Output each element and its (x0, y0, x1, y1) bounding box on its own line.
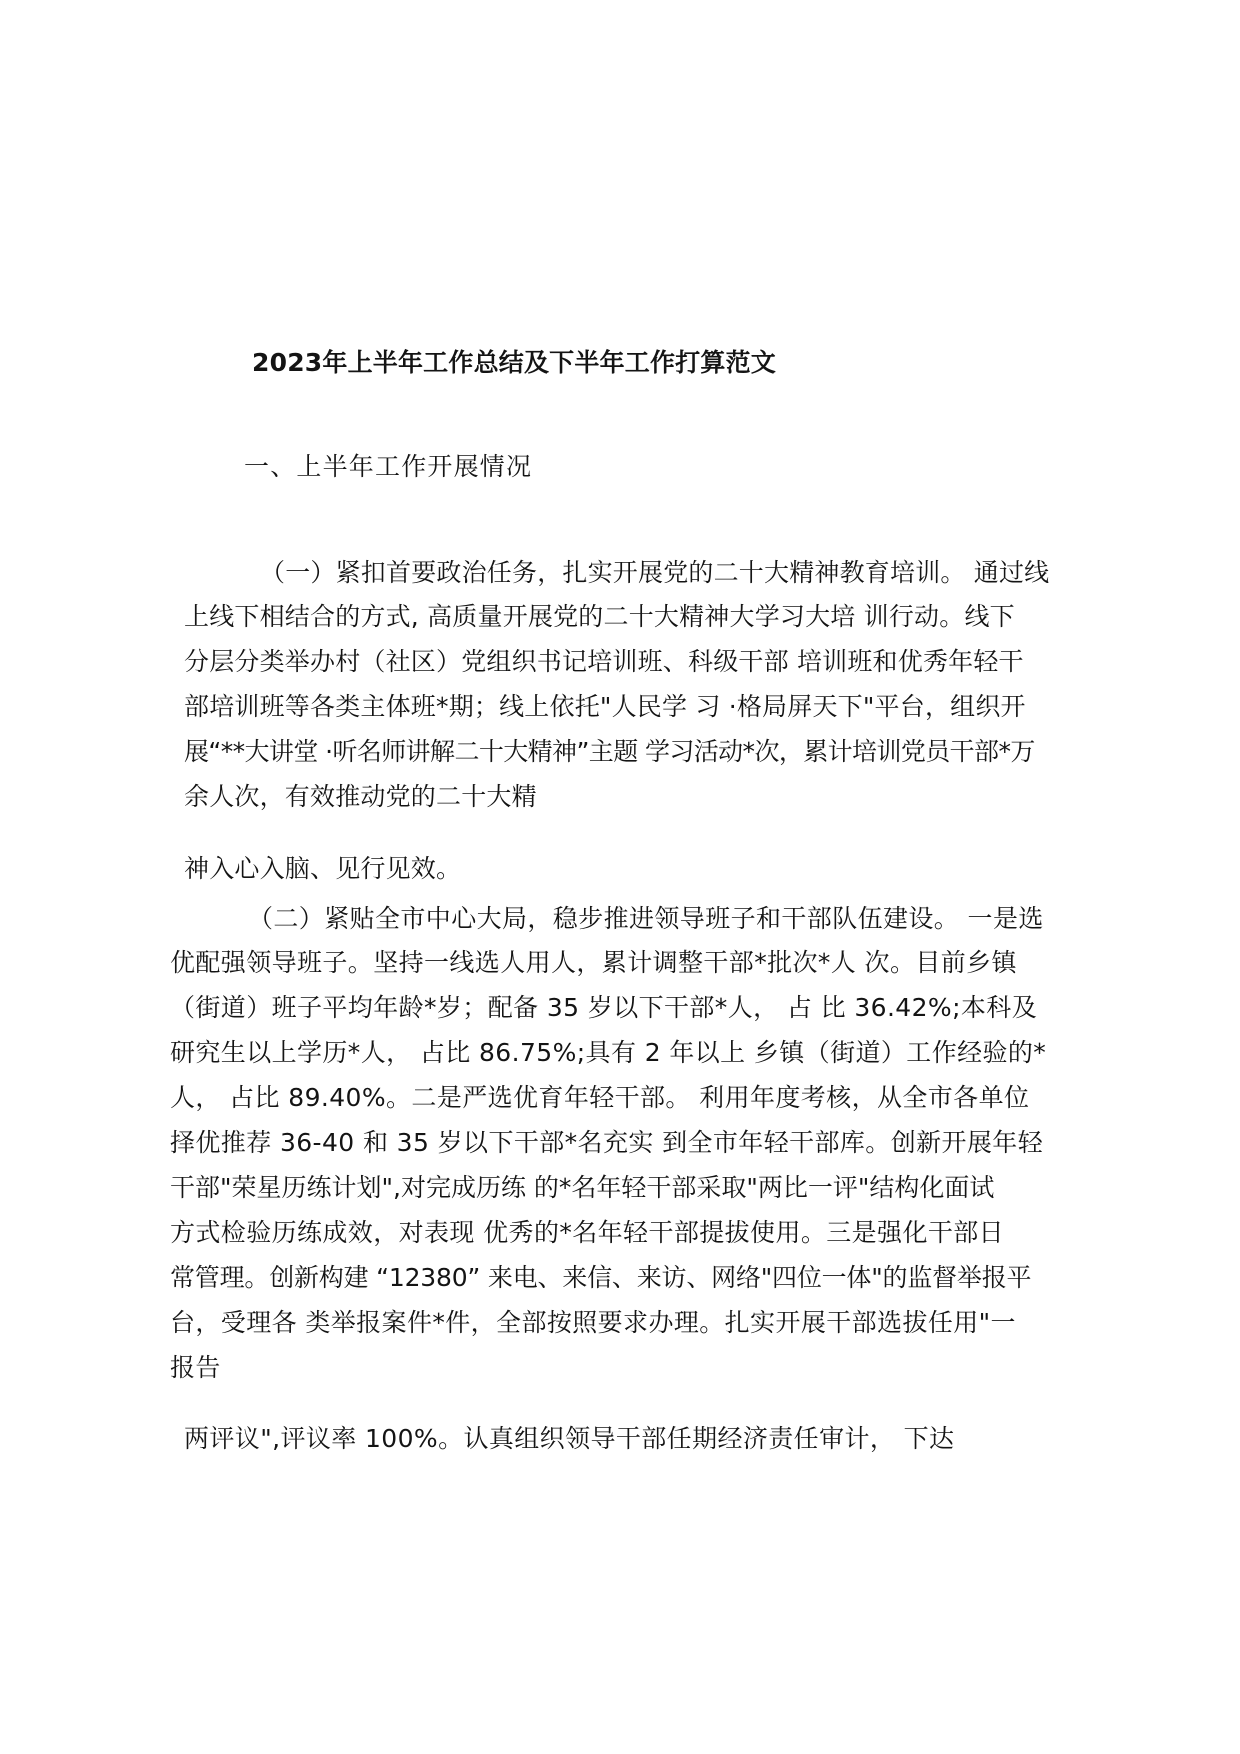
paragraph-line: （二）紧贴全市中心大局，稳步推进领导班子和干部队伍建设。 一是选 (248, 904, 1044, 933)
document-title: 2023年上半年工作总结及下半年工作打算范文 (252, 348, 776, 377)
paragraph-line: 展“**大讲堂 ·听名师讲解二十大精神”主题 学习活动*次，累计培训党员干部*万 (184, 737, 1035, 766)
paragraph-line: 干部"荣星历练计划",对完成历练 的*名年轻干部采取"两比一评"结构化面试 (170, 1173, 995, 1202)
paragraph-line: 常管理。创新构建 “12380” 来电、来信、来访、网络"四位一体"的监督举报平 (170, 1263, 1032, 1292)
paragraph-line: 神入心入脑、见行见效。 (184, 854, 462, 883)
paragraph-line: 人， 占比 89.40%。二是严选优育年轻干部。 利用年度考核，从全市各单位 (170, 1083, 1030, 1112)
paragraph-line: 两评议",评议率 100%。认真组织领导干部任期经济责任审计， 下达 (184, 1424, 955, 1453)
paragraph-line: （街道）班子平均年龄*岁；配备 35 岁以下干部*人， 占 比 36.42%;本科及 (170, 993, 1038, 1022)
paragraph-line: 部培训班等各类主体班*期；线上依托"人民学 习 ·格局屏天下"平台，组织开 (184, 692, 1026, 721)
paragraph-line: 研究生以上学历*人， 占比 86.75%;具有 2 年以上 乡镇（街道）工作经验的* (170, 1038, 1047, 1067)
paragraph-line: 报告 (170, 1353, 221, 1382)
paragraph-line: 台，受理各 类举报案件*件，全部按照要求办理。扎实开展干部选拔任用"一 (170, 1308, 1016, 1337)
paragraph-line: 优配强领导班子。坚持一线选人用人，累计调整干部*批次*人 次。目前乡镇 (170, 948, 1017, 977)
paragraph-line: 分层分类举办村（社区）党组织书记培训班、科级干部 培训班和优秀年轻干 (184, 647, 1024, 676)
section-heading: 一、上半年工作开展情况 (244, 452, 533, 481)
paragraph-line: 上线下相结合的方式, 高质量开展党的二十大精神大学习大培 训行动。线下 (184, 602, 1015, 631)
paragraph-line: 择优推荐 36-40 和 35 岁以下干部*名充实 到全市年轻干部库。创新开展年轻 (170, 1128, 1044, 1157)
paragraph-line: 方式检验历练成效，对表现 优秀的*名年轻干部提拔使用。三是强化干部日 (170, 1218, 1005, 1247)
paragraph-line: （一）紧扣首要政治任务，扎实开展党的二十大精神教育培训。 通过线 (260, 558, 1050, 587)
paragraph-line: 余人次，有效推动党的二十大精 (184, 782, 537, 811)
